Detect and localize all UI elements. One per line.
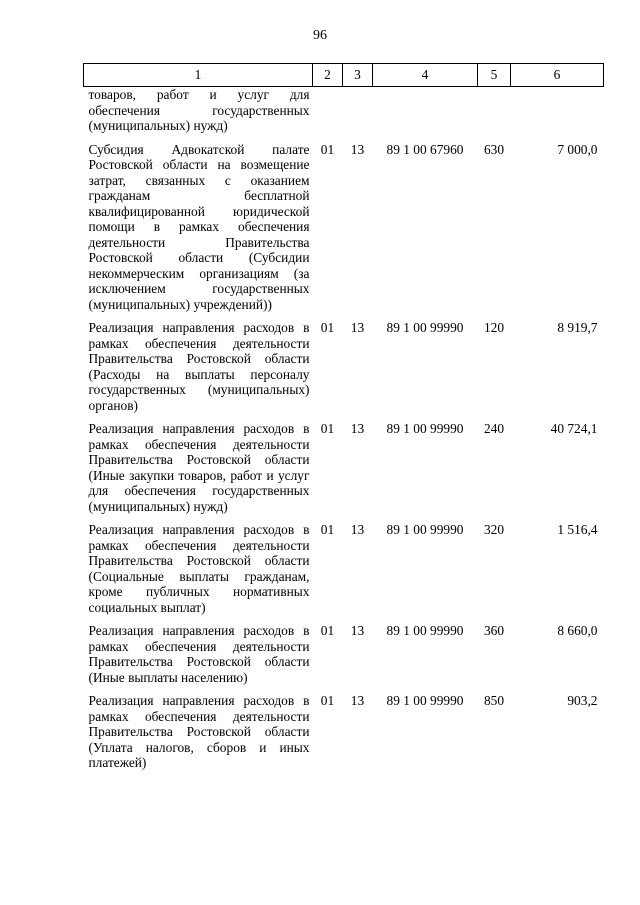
row-expense-type: 850 [483, 693, 505, 708]
row-subsection: 13 [350, 522, 365, 537]
row-subsection [343, 87, 373, 138]
row-description: Реализация направления расходов в рамках обеспечения деятельности Правительства Ростовской области (Иные выплаты населению) [88, 623, 310, 685]
row-subsection: 13 [350, 421, 365, 436]
row-section: 01 [320, 320, 335, 335]
table-row [84, 619, 604, 689]
table-row [84, 316, 604, 417]
column-header-5: 5 [478, 64, 511, 87]
row-expense-type: 120 [483, 320, 505, 335]
row-target-article: 89 1 00 99990 [386, 693, 464, 708]
table-row [84, 138, 604, 317]
row-target-article: 89 1 00 99990 [386, 522, 464, 537]
table-row [84, 87, 604, 138]
row-description: товаров, работ и услуг для обеспечения государственных (муниципальных) нужд) [88, 87, 310, 133]
row-target-article: 89 1 00 67960 [386, 141, 464, 157]
row-subsection: 13 [350, 141, 365, 157]
row-description: Реализация направления расходов в рамках обеспечения деятельности Правительства Ростовской области (Расходы на выплаты персоналу государственных (муниципальных) органов) [88, 320, 310, 413]
row-expense-type: 240 [483, 421, 505, 436]
row-amount [511, 87, 604, 138]
table-header [84, 64, 604, 87]
row-expense-type: 320 [483, 522, 505, 537]
table-row [84, 689, 604, 775]
row-expense-type [478, 87, 511, 138]
row-section: 01 [320, 693, 335, 708]
row-expense-type: 360 [483, 623, 505, 638]
header-row [84, 64, 604, 87]
row-expense-type: 630 [483, 141, 505, 157]
row-subsection: 13 [350, 623, 365, 638]
table-row [84, 518, 604, 619]
column-header-1: 1 [84, 64, 313, 87]
row-target-article [373, 87, 478, 138]
row-target-article: 89 1 00 99990 [386, 320, 464, 335]
column-header-2: 2 [313, 64, 343, 87]
row-description: Реализация направления расходов в рамках обеспечения деятельности Правительства Ростовской области (Иные закупки товаров, работ и услуг для обеспечения государственных (муниципальных) нужд) [88, 421, 310, 514]
row-section: 01 [320, 141, 335, 157]
column-header-4: 4 [373, 64, 478, 87]
table-body [84, 87, 604, 775]
row-section: 01 [320, 522, 335, 537]
row-amount: 1 516,4 [557, 522, 598, 537]
table-row [84, 417, 604, 518]
row-subsection: 13 [350, 320, 365, 335]
row-subsection: 13 [350, 693, 365, 708]
column-header-6: 6 [511, 64, 604, 87]
page-number: 96 [313, 28, 327, 43]
row-amount: 8 660,0 [557, 623, 598, 638]
row-section [313, 87, 343, 138]
row-target-article: 89 1 00 99990 [386, 421, 464, 436]
row-amount: 8 919,7 [557, 320, 598, 335]
row-target-article: 89 1 00 99990 [386, 623, 464, 638]
row-amount: 903,2 [567, 693, 598, 708]
budget-table [83, 63, 604, 775]
row-description: Реализация направления расходов в рамках обеспечения деятельности Правительства Ростовской области (Социальные выплаты гражданам, кроме публичных нормативных социальных выплат) [88, 522, 310, 615]
column-header-3: 3 [343, 64, 373, 87]
row-description: Реализация направления расходов в рамках обеспечения деятельности Правительства Ростовской области (Уплата налогов, сборов и иных платежей) [88, 693, 310, 770]
row-amount: 40 724,1 [550, 421, 598, 436]
row-section: 01 [320, 623, 335, 638]
row-amount: 7 000,0 [557, 141, 598, 157]
row-description: Субсидия Адвокатской палате Ростовской области на возмещение затрат, связанных с оказанием гражданам бесплатной квалифицированной юридической помощи в рамках обеспечения деятельности Правительства Ростовской области (Субсидии некоммерческим организациям (за исключением государственных (муниципальных) учреждений)) [88, 141, 310, 312]
row-section: 01 [320, 421, 335, 436]
